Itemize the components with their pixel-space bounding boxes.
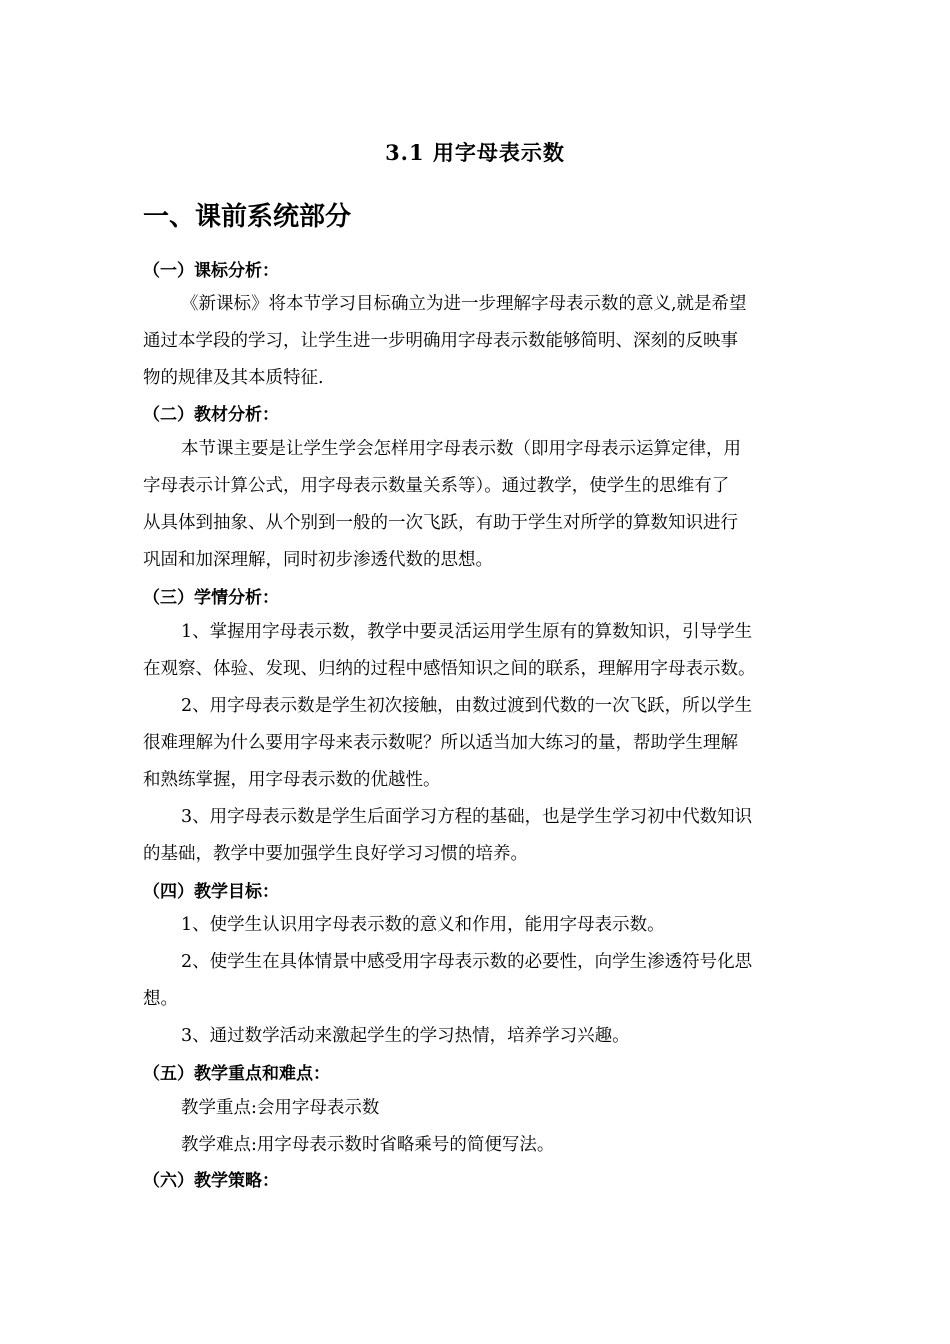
paragraph-line: 字母表示计算公式，用字母表示数量关系等）。通过教学，使学生的思维有了 <box>143 476 730 496</box>
paragraph-line: 3、通过数学活动来激起学生的学习热情，培养学习兴趣。 <box>181 1026 630 1046</box>
paragraph-line: 物的规律及其本质特征. <box>143 368 324 388</box>
paragraph-line: 1、使学生认识用字母表示数的意义和作用，能用字母表示数。 <box>181 915 665 935</box>
paragraph-line: 巩固和加深理解，同时初步渗透代数的思想。 <box>143 550 493 570</box>
paragraph-line: 很难理解为什么要用字母来表示数呢？所以适当加大练习的量，帮助学生理解 <box>143 733 738 753</box>
paragraph-line: 想。 <box>143 989 178 1009</box>
paragraph-line: 1、掌握用字母表示数，教学中要灵活运用学生原有的算数知识，引导学生 <box>181 622 753 642</box>
paragraph-line: 教学重点:会用字母表示数 <box>181 1098 380 1118</box>
section-heading: 一、课前系统部分 <box>143 202 352 232</box>
paragraph-line: 2、使学生在具体情景中感受用字母表示数的必要性，向学生渗透符号化思 <box>181 952 753 972</box>
paragraph-line: 通过本学段的学习，让学生进一步明确用字母表示数能够简明、深刻的反映事 <box>143 331 738 351</box>
paragraph-line: 本节课主要是让学生学会怎样用字母表示数（即用字母表示运算定律，用 <box>181 439 741 459</box>
paragraph-line: 2、用字母表示数是学生初次接触，由数过渡到代数的一次飞跃，所以学生 <box>181 696 753 716</box>
paragraph-line: 《新课标》将本节学习目标确立为进一步理解字母表示数的意义,就是希望 <box>181 294 747 314</box>
subsection-heading-key-points: （五）教学重点和难点： <box>143 1064 330 1084</box>
paragraph-line: 在观察、体验、发现、归纳的过程中感悟知识之间的联系，理解用字母表示数。 <box>143 659 756 679</box>
paragraph-line: 从具体到抽象、从个别到一般的一次飞跃，有助于学生对所学的算数知识进行 <box>143 513 738 533</box>
subsection-heading-curriculum: （一）课标分析： <box>143 261 279 281</box>
subsection-heading-strategy: （六）教学策略： <box>143 1171 279 1191</box>
paragraph-line: 3、用字母表示数是学生后面学习方程的基础，也是学生学习初中代数知识 <box>181 807 753 827</box>
paragraph-line: 和熟练掌握，用字母表示数的优越性。 <box>143 770 441 790</box>
page-title: 3.1 用字母表示数 <box>385 140 565 165</box>
subsection-heading-learner: （三）学情分析： <box>143 588 279 608</box>
subsection-heading-goals: （四）教学目标： <box>143 882 279 902</box>
subsection-heading-textbook: （二）教材分析： <box>143 405 279 425</box>
paragraph-line: 教学难点:用字母表示数时省略乘号的简便写法。 <box>181 1135 555 1155</box>
paragraph-line: 的基础，教学中要加强学生良好学习习惯的培养。 <box>143 844 528 864</box>
